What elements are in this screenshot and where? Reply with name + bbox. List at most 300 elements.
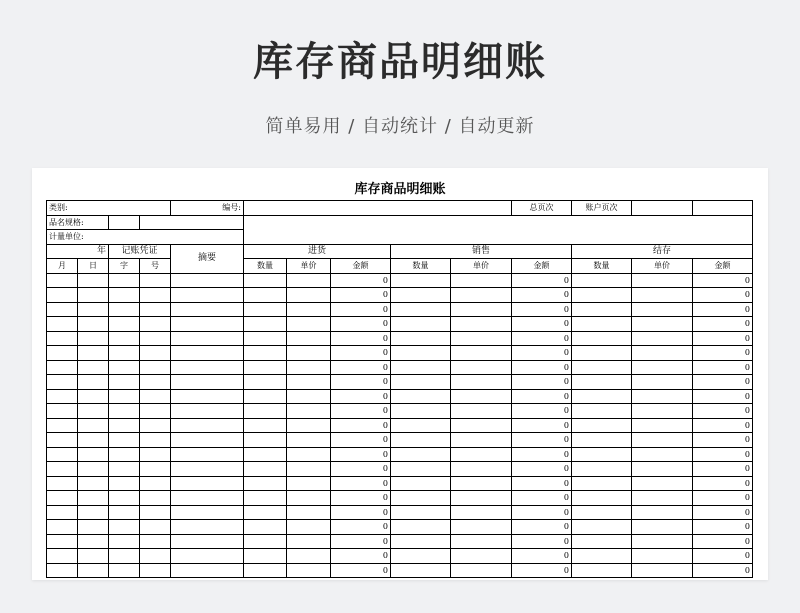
summary-cell[interactable] (171, 404, 244, 419)
purchase-price-cell[interactable] (287, 520, 331, 535)
sales-price-cell[interactable] (451, 505, 512, 520)
balance-price-cell[interactable] (632, 491, 693, 506)
month-cell[interactable] (47, 375, 78, 390)
balance-price-cell[interactable] (632, 389, 693, 404)
sales-qty-cell[interactable] (391, 433, 451, 448)
balance-amount-cell[interactable]: 0 (693, 302, 753, 317)
sales-price-cell[interactable] (451, 447, 512, 462)
sales-qty-cell[interactable] (391, 317, 451, 332)
day-cell[interactable] (78, 505, 109, 520)
balance-price-cell[interactable] (632, 273, 693, 288)
day-cell[interactable] (78, 447, 109, 462)
purchase-qty-cell[interactable] (244, 418, 287, 433)
voucher-word-cell[interactable] (109, 331, 140, 346)
voucher-word-cell[interactable] (109, 549, 140, 564)
purchase-price-cell[interactable] (287, 389, 331, 404)
summary-cell[interactable] (171, 288, 244, 303)
purchase-price-cell[interactable] (287, 360, 331, 375)
purchase-price-cell[interactable] (287, 447, 331, 462)
balance-amount-cell[interactable]: 0 (693, 491, 753, 506)
summary-cell[interactable] (171, 433, 244, 448)
balance-price-cell[interactable] (632, 404, 693, 419)
month-cell[interactable] (47, 331, 78, 346)
purchase-price-cell[interactable] (287, 476, 331, 491)
day-cell[interactable] (78, 273, 109, 288)
balance-amount-cell[interactable]: 0 (693, 534, 753, 549)
balance-price-cell[interactable] (632, 346, 693, 361)
day-cell[interactable] (78, 346, 109, 361)
voucher-word-cell[interactable] (109, 404, 140, 419)
voucher-number-cell[interactable] (140, 302, 171, 317)
balance-qty-cell[interactable] (572, 462, 632, 477)
voucher-number-cell[interactable] (140, 505, 171, 520)
purchase-qty-cell[interactable] (244, 534, 287, 549)
account-pages-value[interactable] (632, 201, 693, 216)
sales-price-cell[interactable] (451, 462, 512, 477)
month-cell[interactable] (47, 360, 78, 375)
sales-amount-cell[interactable]: 0 (512, 549, 572, 564)
sales-amount-cell[interactable]: 0 (512, 404, 572, 419)
purchase-amount-cell[interactable]: 0 (331, 317, 391, 332)
purchase-amount-cell[interactable]: 0 (331, 505, 391, 520)
voucher-word-cell[interactable] (109, 433, 140, 448)
purchase-qty-cell[interactable] (244, 549, 287, 564)
voucher-word-cell[interactable] (109, 563, 140, 578)
purchase-qty-cell[interactable] (244, 563, 287, 578)
purchase-price-cell[interactable] (287, 563, 331, 578)
month-cell[interactable] (47, 389, 78, 404)
purchase-amount-cell[interactable]: 0 (331, 563, 391, 578)
voucher-word-cell[interactable] (109, 360, 140, 375)
day-cell[interactable] (78, 520, 109, 535)
balance-price-cell[interactable] (632, 549, 693, 564)
purchase-amount-cell[interactable]: 0 (331, 462, 391, 477)
voucher-word-cell[interactable] (109, 520, 140, 535)
voucher-number-cell[interactable] (140, 462, 171, 477)
summary-cell[interactable] (171, 389, 244, 404)
sales-amount-cell[interactable]: 0 (512, 346, 572, 361)
sales-amount-cell[interactable]: 0 (512, 476, 572, 491)
purchase-amount-cell[interactable]: 0 (331, 288, 391, 303)
balance-price-cell[interactable] (632, 447, 693, 462)
purchase-qty-cell[interactable] (244, 331, 287, 346)
purchase-price-cell[interactable] (287, 375, 331, 390)
balance-price-cell[interactable] (632, 360, 693, 375)
day-cell[interactable] (78, 360, 109, 375)
purchase-price-cell[interactable] (287, 505, 331, 520)
sales-price-cell[interactable] (451, 534, 512, 549)
sales-qty-cell[interactable] (391, 563, 451, 578)
purchase-qty-cell[interactable] (244, 360, 287, 375)
purchase-amount-cell[interactable]: 0 (331, 534, 391, 549)
balance-amount-cell[interactable]: 0 (693, 404, 753, 419)
summary-cell[interactable] (171, 346, 244, 361)
purchase-price-cell[interactable] (287, 288, 331, 303)
purchase-qty-cell[interactable] (244, 462, 287, 477)
day-cell[interactable] (78, 433, 109, 448)
purchase-price-cell[interactable] (287, 534, 331, 549)
balance-price-cell[interactable] (632, 433, 693, 448)
month-cell[interactable] (47, 302, 78, 317)
month-cell[interactable] (47, 346, 78, 361)
voucher-number-cell[interactable] (140, 404, 171, 419)
day-cell[interactable] (78, 302, 109, 317)
spec-label: 品名规格: (47, 215, 109, 230)
purchase-amount-cell[interactable]: 0 (331, 418, 391, 433)
balance-qty-cell[interactable] (572, 418, 632, 433)
purchase-amount-cell[interactable]: 0 (331, 389, 391, 404)
voucher-word-cell[interactable] (109, 476, 140, 491)
day-cell[interactable] (78, 418, 109, 433)
voucher-number-cell[interactable] (140, 389, 171, 404)
voucher-word-cell[interactable] (109, 317, 140, 332)
sales-price-cell[interactable] (451, 476, 512, 491)
purchase-qty-cell[interactable] (244, 505, 287, 520)
purchase-amount-cell[interactable]: 0 (331, 433, 391, 448)
balance-price-cell[interactable] (632, 331, 693, 346)
sales-price-cell[interactable] (451, 433, 512, 448)
purchase-qty-cell[interactable] (244, 389, 287, 404)
sales-price-cell[interactable] (451, 375, 512, 390)
sales-qty-cell[interactable] (391, 534, 451, 549)
balance-qty-cell[interactable] (572, 404, 632, 419)
voucher-number-cell[interactable] (140, 549, 171, 564)
sales-price-cell[interactable] (451, 317, 512, 332)
purchase-price-cell[interactable] (287, 346, 331, 361)
purchase-qty-cell[interactable] (244, 273, 287, 288)
sales-amount-cell[interactable]: 0 (512, 375, 572, 390)
day-cell[interactable] (78, 476, 109, 491)
balance-qty-cell[interactable] (572, 534, 632, 549)
balance-price-cell[interactable] (632, 563, 693, 578)
day-cell[interactable] (78, 549, 109, 564)
month-cell[interactable] (47, 505, 78, 520)
balance-qty-cell[interactable] (572, 317, 632, 332)
day-cell[interactable] (78, 534, 109, 549)
purchase-qty-cell[interactable] (244, 346, 287, 361)
sales-amount-cell[interactable]: 0 (512, 520, 572, 535)
balance-amount-cell[interactable]: 0 (693, 505, 753, 520)
balance-qty-cell[interactable] (572, 302, 632, 317)
balance-amount-cell[interactable]: 0 (693, 433, 753, 448)
sales-qty-cell[interactable] (391, 360, 451, 375)
month-cell[interactable] (47, 317, 78, 332)
month-cell[interactable] (47, 433, 78, 448)
sales-amount-cell[interactable]: 0 (512, 505, 572, 520)
summary-cell[interactable] (171, 534, 244, 549)
sales-amount-cell[interactable]: 0 (512, 331, 572, 346)
balance-qty-cell[interactable] (572, 563, 632, 578)
voucher-number-cell[interactable] (140, 433, 171, 448)
purchase-price-cell[interactable] (287, 433, 331, 448)
balance-qty-cell[interactable] (572, 476, 632, 491)
balance-amount-cell[interactable]: 0 (693, 360, 753, 375)
sales-qty-cell[interactable] (391, 491, 451, 506)
purchase-price-cell[interactable] (287, 418, 331, 433)
voucher-word-cell[interactable] (109, 288, 140, 303)
purchase-qty-cell[interactable] (244, 302, 287, 317)
month-cell[interactable] (47, 520, 78, 535)
month-cell[interactable] (47, 447, 78, 462)
month-cell[interactable] (47, 462, 78, 477)
summary-cell[interactable] (171, 476, 244, 491)
sales-amount-cell[interactable]: 0 (512, 433, 572, 448)
voucher-number-cell[interactable] (140, 520, 171, 535)
voucher-number-cell[interactable] (140, 346, 171, 361)
summary-cell[interactable] (171, 375, 244, 390)
voucher-number-cell[interactable] (140, 476, 171, 491)
sales-qty-cell[interactable] (391, 273, 451, 288)
sales-amount-cell[interactable]: 0 (512, 447, 572, 462)
voucher-number-cell[interactable] (140, 288, 171, 303)
sales-qty-cell[interactable] (391, 404, 451, 419)
purchase-price-cell[interactable] (287, 491, 331, 506)
balance-qty-cell[interactable] (572, 447, 632, 462)
day-cell[interactable] (78, 404, 109, 419)
purchase-qty-cell[interactable] (244, 520, 287, 535)
purchase-price-cell[interactable] (287, 404, 331, 419)
voucher-word-cell[interactable] (109, 534, 140, 549)
sales-price-cell[interactable] (451, 302, 512, 317)
summary-cell[interactable] (171, 462, 244, 477)
day-cell[interactable] (78, 462, 109, 477)
balance-qty-cell[interactable] (572, 273, 632, 288)
purchase-amount-cell[interactable]: 0 (331, 404, 391, 419)
sales-qty-cell[interactable] (391, 520, 451, 535)
month-cell[interactable] (47, 288, 78, 303)
code-value[interactable] (244, 201, 512, 216)
sales-price-cell[interactable] (451, 491, 512, 506)
purchase-amount-cell[interactable]: 0 (331, 520, 391, 535)
balance-amount-cell[interactable]: 0 (693, 331, 753, 346)
sales-price-cell[interactable] (451, 418, 512, 433)
purchase-price-cell[interactable] (287, 273, 331, 288)
balance-amount-cell[interactable]: 0 (693, 563, 753, 578)
month-cell[interactable] (47, 534, 78, 549)
purchase-qty-cell[interactable] (244, 317, 287, 332)
summary-cell[interactable] (171, 520, 244, 535)
sales-amount-cell[interactable]: 0 (512, 302, 572, 317)
purchase-price-cell[interactable] (287, 549, 331, 564)
balance-price-cell[interactable] (632, 462, 693, 477)
purchase-amount-cell[interactable]: 0 (331, 491, 391, 506)
balance-qty-cell[interactable] (572, 505, 632, 520)
total-pages-value[interactable] (693, 201, 753, 216)
summary-cell[interactable] (171, 491, 244, 506)
sales-amount-cell[interactable]: 0 (512, 418, 572, 433)
month-cell[interactable] (47, 404, 78, 419)
sales-price-cell[interactable] (451, 520, 512, 535)
balance-amount-cell[interactable]: 0 (693, 288, 753, 303)
sales-qty-cell[interactable] (391, 476, 451, 491)
purchase-price-cell[interactable] (287, 302, 331, 317)
month-cell[interactable] (47, 273, 78, 288)
voucher-number-cell[interactable] (140, 317, 171, 332)
summary-cell[interactable] (171, 317, 244, 332)
balance-qty-cell[interactable] (572, 520, 632, 535)
sales-qty-cell[interactable] (391, 302, 451, 317)
day-cell[interactable] (78, 288, 109, 303)
balance-price-cell[interactable] (632, 476, 693, 491)
balance-qty-cell[interactable] (572, 346, 632, 361)
purchase-price-cell[interactable] (287, 317, 331, 332)
sales-price-cell[interactable] (451, 404, 512, 419)
balance-price-cell[interactable] (632, 302, 693, 317)
voucher-number-cell[interactable] (140, 375, 171, 390)
balance-amount-cell[interactable]: 0 (693, 273, 753, 288)
sales-amount-cell[interactable]: 0 (512, 288, 572, 303)
balance-amount-cell[interactable]: 0 (693, 462, 753, 477)
balance-amount-cell[interactable]: 0 (693, 520, 753, 535)
voucher-word-cell[interactable] (109, 491, 140, 506)
sales-price-cell[interactable] (451, 273, 512, 288)
sales-qty-cell[interactable] (391, 346, 451, 361)
day-cell[interactable] (78, 389, 109, 404)
summary-cell[interactable] (171, 549, 244, 564)
balance-amount-cell[interactable]: 0 (693, 346, 753, 361)
day-cell[interactable] (78, 375, 109, 390)
purchase-amount-cell[interactable]: 0 (331, 447, 391, 462)
voucher-number-cell[interactable] (140, 563, 171, 578)
month-cell[interactable] (47, 418, 78, 433)
balance-amount-cell[interactable]: 0 (693, 549, 753, 564)
sales-qty-cell[interactable] (391, 418, 451, 433)
purchase-price-cell[interactable] (287, 462, 331, 477)
spec-value-2[interactable] (140, 215, 244, 230)
summary-cell[interactable] (171, 418, 244, 433)
purchase-amount-cell[interactable]: 0 (331, 549, 391, 564)
voucher-word-cell[interactable] (109, 273, 140, 288)
sales-amount-cell[interactable]: 0 (512, 563, 572, 578)
spec-value-1[interactable] (109, 215, 140, 230)
voucher-word-cell[interactable] (109, 346, 140, 361)
voucher-number-cell[interactable] (140, 447, 171, 462)
balance-qty-cell[interactable] (572, 331, 632, 346)
sales-qty-cell[interactable] (391, 389, 451, 404)
balance-price-cell[interactable] (632, 418, 693, 433)
summary-cell[interactable] (171, 563, 244, 578)
purchase-qty-cell[interactable] (244, 433, 287, 448)
voucher-number-cell[interactable] (140, 360, 171, 375)
purchase-qty-cell[interactable] (244, 491, 287, 506)
purchase-amount-cell[interactable]: 0 (331, 375, 391, 390)
summary-cell[interactable] (171, 505, 244, 520)
balance-amount-cell[interactable]: 0 (693, 447, 753, 462)
purchase-amount-cell[interactable]: 0 (331, 346, 391, 361)
sales-price-cell[interactable] (451, 389, 512, 404)
month-cell[interactable] (47, 476, 78, 491)
sales-amount-cell[interactable]: 0 (512, 462, 572, 477)
balance-price-cell[interactable] (632, 375, 693, 390)
sales-amount-cell[interactable]: 0 (512, 273, 572, 288)
sales-price-cell[interactable] (451, 549, 512, 564)
voucher-word-cell[interactable] (109, 462, 140, 477)
purchase-amount-cell[interactable]: 0 (331, 476, 391, 491)
summary-cell[interactable] (171, 447, 244, 462)
day-cell[interactable] (78, 331, 109, 346)
sales-amount-cell[interactable]: 0 (512, 317, 572, 332)
voucher-word-cell[interactable] (109, 505, 140, 520)
voucher-word-cell[interactable] (109, 375, 140, 390)
voucher-number-cell[interactable] (140, 418, 171, 433)
sales-qty-cell[interactable] (391, 447, 451, 462)
balance-qty-cell[interactable] (572, 491, 632, 506)
sales-price-cell[interactable] (451, 563, 512, 578)
sales-price-cell[interactable] (451, 360, 512, 375)
balance-amount-cell[interactable]: 0 (693, 375, 753, 390)
purchase-price-cell[interactable] (287, 331, 331, 346)
day-cell[interactable] (78, 563, 109, 578)
purchase-qty-cell[interactable] (244, 476, 287, 491)
voucher-number-cell[interactable] (140, 331, 171, 346)
sales-qty-cell[interactable] (391, 331, 451, 346)
balance-price-cell[interactable] (632, 505, 693, 520)
balance-qty-cell[interactable] (572, 360, 632, 375)
balance-amount-cell[interactable]: 0 (693, 418, 753, 433)
purchase-amount-cell[interactable]: 0 (331, 273, 391, 288)
month-cell[interactable] (47, 549, 78, 564)
sales-price-cell[interactable] (451, 331, 512, 346)
purchase-amount-cell[interactable]: 0 (331, 331, 391, 346)
balance-amount-cell[interactable]: 0 (693, 476, 753, 491)
balance-amount-cell[interactable]: 0 (693, 317, 753, 332)
balance-qty-cell[interactable] (572, 375, 632, 390)
sales-amount-cell[interactable]: 0 (512, 360, 572, 375)
sales-price-cell[interactable] (451, 346, 512, 361)
sales-price-cell[interactable] (451, 288, 512, 303)
month-cell[interactable] (47, 563, 78, 578)
purchase-qty-cell[interactable] (244, 404, 287, 419)
purchase-qty-cell[interactable] (244, 288, 287, 303)
sales-qty-cell[interactable] (391, 375, 451, 390)
voucher-number-cell[interactable] (140, 491, 171, 506)
voucher-word-cell[interactable] (109, 418, 140, 433)
sales-qty-cell[interactable] (391, 505, 451, 520)
summary-cell[interactable] (171, 273, 244, 288)
voucher-word-cell[interactable] (109, 302, 140, 317)
balance-qty-cell[interactable] (572, 389, 632, 404)
sales-qty-cell[interactable] (391, 549, 451, 564)
voucher-word-cell[interactable] (109, 447, 140, 462)
summary-cell[interactable] (171, 331, 244, 346)
summary-cell[interactable] (171, 302, 244, 317)
sales-qty-cell[interactable] (391, 288, 451, 303)
balance-price-cell[interactable] (632, 288, 693, 303)
voucher-number-cell[interactable] (140, 534, 171, 549)
sales-qty-cell[interactable] (391, 462, 451, 477)
balance-qty-cell[interactable] (572, 433, 632, 448)
summary-cell[interactable] (171, 360, 244, 375)
day-cell[interactable] (78, 317, 109, 332)
balance-qty-cell[interactable] (572, 549, 632, 564)
voucher-word-cell[interactable] (109, 389, 140, 404)
balance-price-cell[interactable] (632, 534, 693, 549)
balance-qty-cell[interactable] (572, 288, 632, 303)
purchase-qty-cell[interactable] (244, 447, 287, 462)
sales-amount-cell[interactable]: 0 (512, 534, 572, 549)
balance-price-cell[interactable] (632, 317, 693, 332)
sales-amount-cell[interactable]: 0 (512, 389, 572, 404)
balance-price-cell[interactable] (632, 520, 693, 535)
month-cell[interactable] (47, 491, 78, 506)
purchase-amount-cell[interactable]: 0 (331, 302, 391, 317)
purchase-qty-cell[interactable] (244, 375, 287, 390)
voucher-number-cell[interactable] (140, 273, 171, 288)
purchase-amount-cell[interactable]: 0 (331, 360, 391, 375)
day-cell[interactable] (78, 491, 109, 506)
balance-amount-cell[interactable]: 0 (693, 389, 753, 404)
sales-amount-cell[interactable]: 0 (512, 491, 572, 506)
